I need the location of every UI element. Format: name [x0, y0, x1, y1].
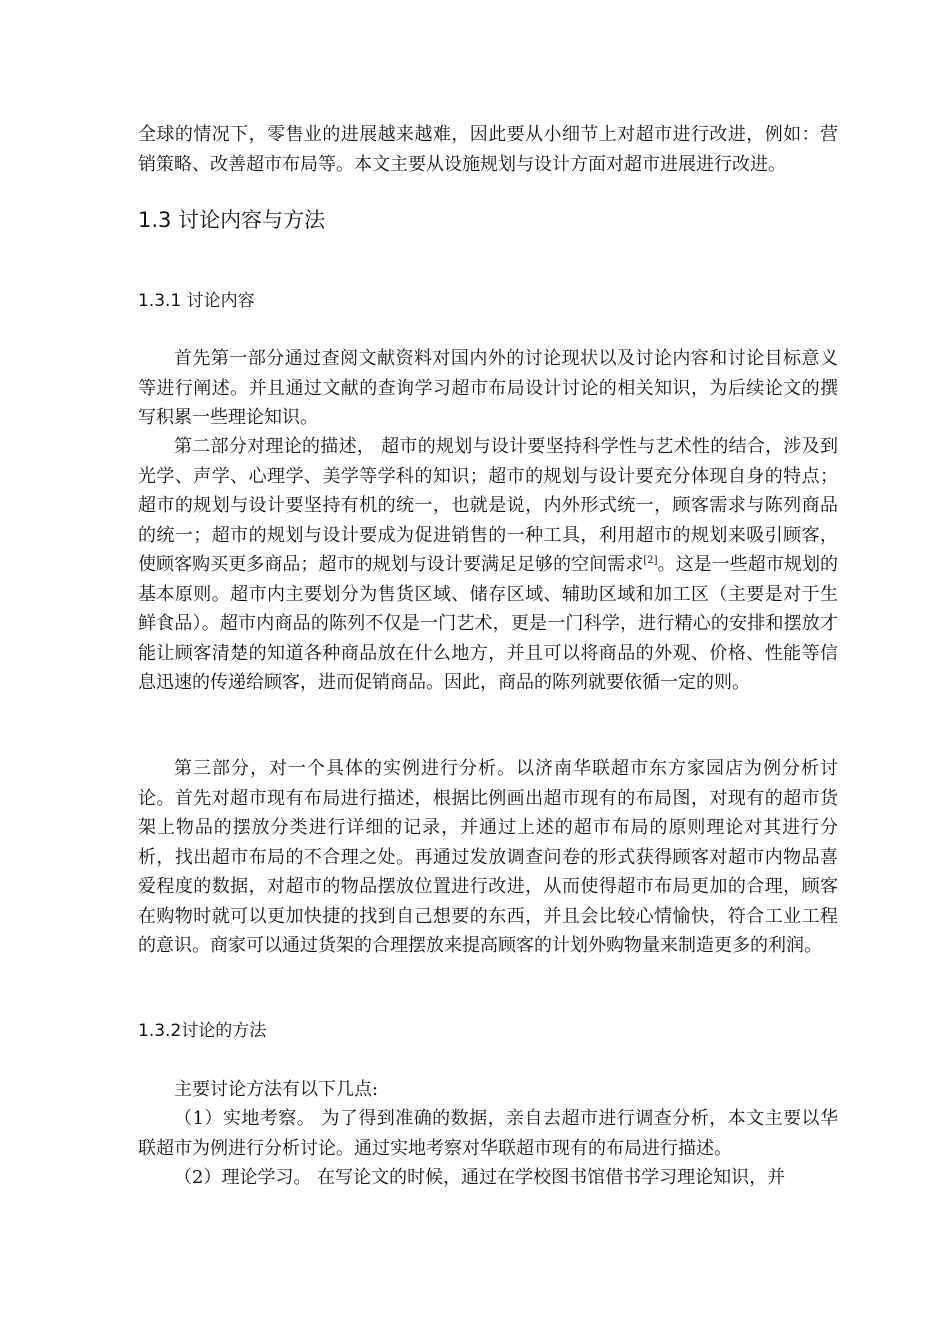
- paragraph-2-text-after-citation: 。这是一些超市规划的基本原则。超市内主要划分为售货区域、储存区域、辅助区域和加工区（主要是对于生鲜食品）。超市内商品的陈列不仅是一门艺术，更是一门科学，进行精心的安排和摆放才能让顾客清楚的知道各种商品放在什么地方，并且可以将商品的外观、价格、性能等信息迅速的传递给顾客，进而促销商品。因此，商品的陈列就要依循一定的则。: [138, 554, 838, 693]
- intro-paragraph: 全球的情况下，零售业的进展越来越难，因此要从小细节上对超市进行改进，例如：营销策略、改善超市布局等。本文主要从设施规划与设计方面对超市进展进行改进。: [138, 124, 838, 175]
- research-content-paragraph-2: [138, 432, 838, 698]
- research-method-item-2: （2）理论学习。 在写论文的时候，通过在学校图书馆借书学习理论知识，并: [174, 1167, 786, 1188]
- section-heading-1-3: 1.3 讨论内容与方法: [138, 208, 326, 232]
- paragraph-2-text-before-citation: 第二部分对理论的描述， 超市的规划与设计要坚持科学性与艺术性的结合，涉及到光学、声学、心理学、美学等学科的知识；超市的规划与设计要充分体现自身的特点；超市的规划与设计要坚持有机的统一，也就是说，内外形式统一，顾客需求与陈列商品的统一；超市的规划与设计要成为促进销售的一种工具，利用超市的规划来吸引顾客，使顾客购买更多商品；超市的规划与设计要满足足够的空间需求: [138, 436, 838, 575]
- research-content-paragraph-3: 第三部分，对一个具体的实例进行分析。以济南华联超市东方家园店为例分析讨论。首先对超市现有布局进行描述，根据比例画出超市现有的布局图，对现有的超市货架上物品的摆放分类进行详细的记录，并通过上述的超市布局的原则理论对其进行分析，找出超市布局的不合理之处。再通过发放调查问卷的形式获得顾客对超市内物品喜爱程度的数据，对超市的物品摆放位置进行改进，从而使得超市布局更加的合理，顾客在购物时就可以更加快捷的找到自己想要的东西，并且会比较心情愉快，符合工业工程的意识。商家可以通过货架的合理摆放来提高顾客的计划外购物量来制造更多的利润。: [138, 758, 838, 956]
- research-method-intro: 主要讨论方法有以下几点:: [174, 1079, 379, 1100]
- research-content-paragraph-1: 首先第一部分通过查阅文献资料对国内外的讨论现状以及讨论内容和讨论目标意义等进行阐述。并且通过文献的查询学习超市布局设计讨论的相关知识，为后续论文的撰写积累一些理论知识。: [138, 348, 838, 428]
- citation-marker: [2]: [643, 555, 658, 566]
- subsection-heading-1-3-1: 1.3.1 讨论内容: [138, 291, 255, 311]
- subsection-heading-1-3-2: 1.3.2讨论的方法: [138, 1021, 267, 1041]
- research-method-item-1: （1）实地考察。 为了得到准确的数据，亲自去超市进行调查分析，本文主要以华联超市为例进行分析讨论。通过实地考察对华联超市现有的布局进行描述。: [138, 1108, 838, 1159]
